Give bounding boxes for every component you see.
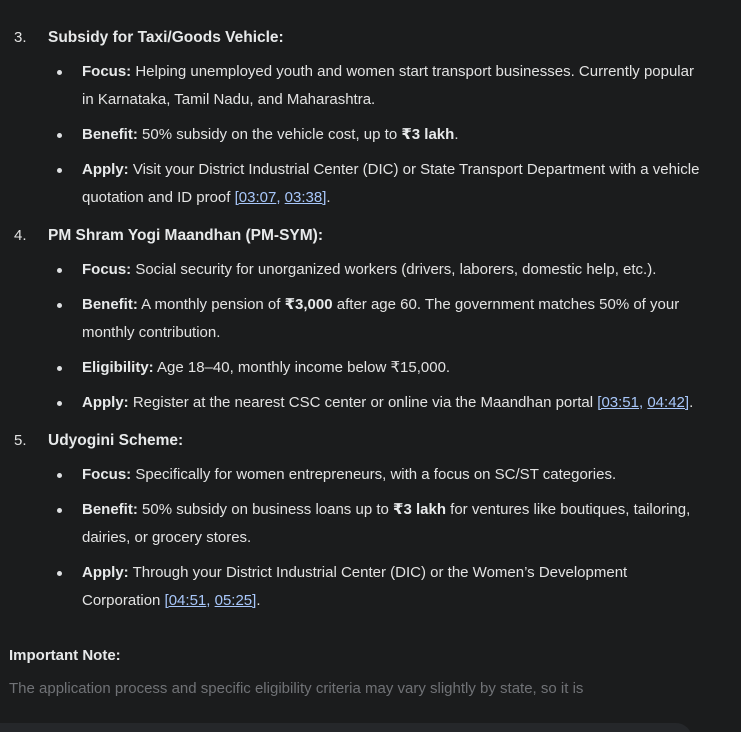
- body-text: .: [256, 592, 261, 609]
- bullet-icon: [57, 268, 62, 273]
- timestamp-link[interactable]: 05:25]: [214, 592, 257, 609]
- list-item: [0, 156, 703, 212]
- bullet-icon: [57, 508, 62, 513]
- body-text: A monthly pension of: [137, 296, 285, 313]
- list-item: [0, 256, 703, 284]
- body-text: for ventures like boutiques, tailoring, dairies, or grocery stores.: [82, 501, 691, 546]
- body-text: .: [454, 126, 459, 143]
- bullet-label: Focus:: [82, 63, 132, 80]
- list-number: 3.: [14, 29, 27, 46]
- body-text: .: [689, 394, 694, 411]
- bullet-label: Benefit:: [82, 296, 138, 313]
- bullet-label: Apply:: [82, 564, 129, 581]
- body-text: 50% subsidy on business loans up to: [137, 501, 394, 518]
- link-separator: ,: [639, 394, 648, 411]
- timestamp-link[interactable]: 04:42]: [647, 394, 690, 411]
- timestamp-link[interactable]: [03:51: [597, 394, 639, 411]
- list-number: 4.: [14, 227, 27, 244]
- bullet-icon: [57, 571, 62, 576]
- timestamp-link[interactable]: 03:38]: [284, 189, 327, 206]
- body-text: Visit your District Industrial Center (DIC) or State Transport Department with a vehicle quotation and ID proof: [82, 161, 700, 206]
- body-text: Through your District Industrial Center (DIC) or the Women’s Development Corporation: [82, 564, 628, 609]
- scheme-title: Subsidy for Taxi/Goods Vehicle:: [48, 29, 284, 46]
- bullet-label: Focus:: [82, 466, 132, 483]
- list-number: 5.: [14, 432, 27, 449]
- bullet-label: Benefit:: [82, 126, 138, 143]
- body-text: Social security for unorganized workers (drivers, laborers, domestic help, etc.).: [131, 261, 657, 278]
- body-text: Age 18–40, monthly income below ₹15,000.: [153, 359, 451, 376]
- timestamp-link[interactable]: [03:07: [234, 189, 277, 206]
- chat-input-container[interactable]: [0, 723, 692, 732]
- bullet-icon: [57, 473, 62, 478]
- body-text: after age 60. The government matches 50% of your monthly contribution.: [82, 296, 680, 341]
- body-text: .: [326, 189, 331, 206]
- body-text: Helping unemployed youth and women start transport businesses. Currently popular in Karnataka, Tamil Nadu, and Maharashtra.: [82, 63, 694, 108]
- clipped-apply-line: [0, 0, 703, 1]
- bullet-icon: [57, 366, 62, 371]
- important-note-body: The application process and specific eligibility criteria may vary slightly by state, so it is: [9, 680, 584, 697]
- bullet-icon: [57, 70, 62, 75]
- list-item: [0, 291, 703, 347]
- bullet-label: Eligibility:: [82, 359, 154, 376]
- bullet-label: Apply:: [82, 161, 129, 178]
- bullet-label: Benefit:: [82, 501, 138, 518]
- list-item-heading: [0, 24, 703, 52]
- bullet-icon: [57, 133, 62, 138]
- scheme-title: PM Shram Yogi Maandhan (PM-SYM):: [48, 227, 323, 244]
- list-item: [0, 389, 703, 417]
- link-separator: ,: [276, 189, 285, 206]
- body-text: Specifically for women entrepreneurs, with a focus on SC/ST categories.: [131, 466, 617, 483]
- list-item: [0, 354, 703, 382]
- list-item: [0, 121, 703, 149]
- scheme-title: Udyogini Scheme:: [48, 432, 184, 449]
- bullet-icon: [57, 168, 62, 173]
- list-item: [0, 496, 703, 552]
- timestamp-link[interactable]: [04:51: [164, 592, 207, 609]
- bullet-icon: [57, 401, 62, 406]
- bullet-icon: [57, 303, 62, 308]
- bold-amount: ₹3,000: [284, 296, 333, 313]
- link-separator: ,: [206, 592, 215, 609]
- bullet-label: Focus:: [82, 261, 132, 278]
- bold-amount: ₹3 lakh: [393, 501, 446, 518]
- body-text: 50% subsidy on the vehicle cost, up to: [137, 126, 402, 143]
- important-note-heading: Important Note:: [9, 647, 121, 664]
- list-item-heading: [0, 427, 703, 455]
- list-item: [0, 461, 703, 489]
- bold-amount: ₹3 lakh: [401, 126, 455, 143]
- list-item: [0, 58, 703, 114]
- list-item-heading: [0, 222, 703, 250]
- body-text: Register at the nearest CSC center or online via the Maandhan portal: [128, 394, 598, 411]
- list-item: [0, 559, 703, 615]
- bullet-label: Apply:: [82, 394, 129, 411]
